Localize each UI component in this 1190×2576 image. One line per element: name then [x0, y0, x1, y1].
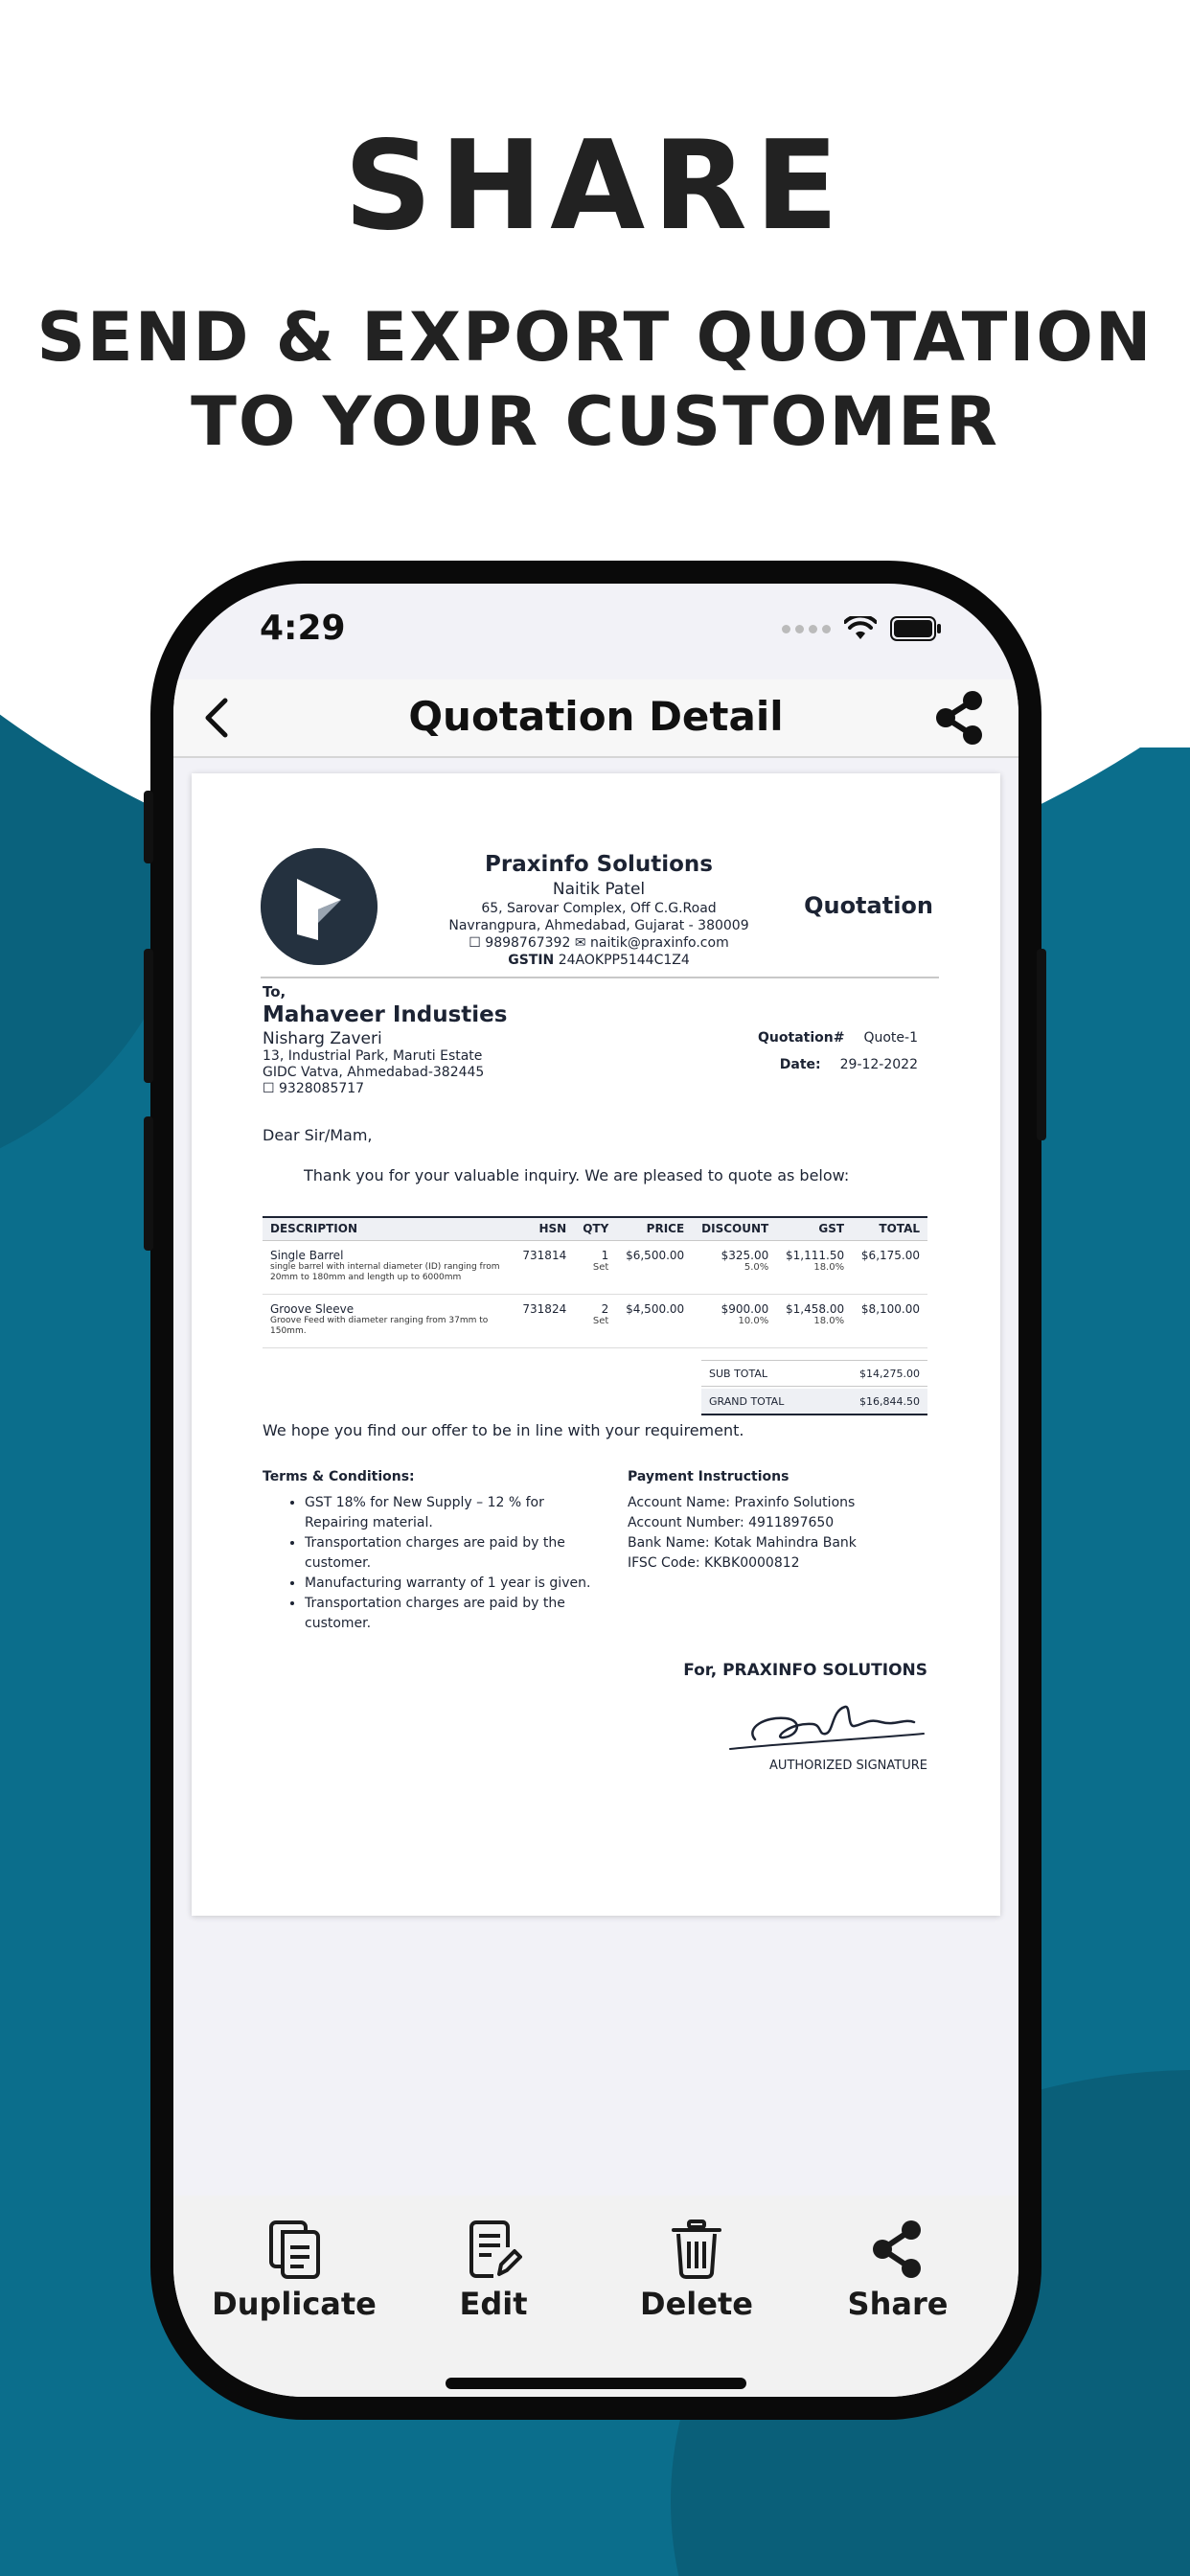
document-type: Quotation — [804, 892, 933, 919]
quotation-number-label: Quotation# — [758, 1030, 845, 1046]
delete-button[interactable] — [601, 2219, 792, 2322]
quotation-document — [192, 773, 1000, 1916]
item-discount-pct: 10.0% — [738, 1315, 769, 1326]
table-row — [263, 1240, 927, 1294]
item-discount-value: $325.00 — [721, 1248, 769, 1262]
item-gst-pct: 18.0% — [813, 1261, 845, 1273]
item-qty-value: 2 — [601, 1301, 609, 1316]
greeting: Dear Sir/Mam, — [263, 1126, 373, 1144]
company-email: naitik@praxinfo.com — [590, 935, 729, 951]
sub-total-row — [701, 1360, 927, 1387]
duplicate-button[interactable] — [198, 2219, 390, 2322]
item-gst-value: $1,458.00 — [786, 1301, 845, 1316]
item-price: $6,500.00 — [616, 1240, 692, 1294]
signature-label: AUTHORIZED SIGNATURE — [769, 1759, 927, 1773]
item-unit: Set — [592, 1315, 609, 1326]
col-gst: GST — [776, 1217, 852, 1240]
item-qty — [574, 1240, 616, 1294]
home-indicator[interactable] — [446, 2378, 746, 2389]
customer-phone: 9328085717 — [279, 1081, 365, 1096]
quotation-date: 29-12-2022 — [839, 1057, 918, 1072]
signature-for: For, PRAXINFO SOLUTIONS — [683, 1661, 927, 1680]
signal-icon — [782, 625, 831, 633]
share-label: Share — [847, 2286, 949, 2322]
closing-text: We hope you find our offer to be in line with your requirement. — [263, 1421, 744, 1439]
col-price: PRICE — [616, 1217, 692, 1240]
battery-icon — [890, 616, 942, 641]
item-price: $4,500.00 — [616, 1294, 692, 1347]
status-bar — [173, 584, 1018, 670]
item-discount — [692, 1240, 776, 1294]
grand-total-label: GRAND TOTAL — [709, 1394, 785, 1408]
customer-phone-row — [263, 1081, 507, 1097]
company-owner: Naitik Patel — [552, 880, 646, 899]
col-qty: QTY — [574, 1217, 616, 1240]
item-gst-value: $1,111.50 — [786, 1248, 845, 1262]
edit-button[interactable] — [398, 2219, 589, 2322]
item-qty-value: 1 — [601, 1248, 609, 1262]
duplicate-icon — [265, 2219, 323, 2280]
gstin-value: 24AOKPP5144C1Z4 — [558, 953, 690, 968]
item-total: $6,175.00 — [852, 1240, 927, 1294]
items-table — [263, 1216, 927, 1348]
quotation-date-row — [758, 1051, 918, 1078]
duplicate-label: Duplicate — [212, 2286, 377, 2322]
col-total: TOTAL — [852, 1217, 927, 1240]
company-contact — [412, 934, 786, 952]
item-discount-value: $900.00 — [721, 1301, 769, 1316]
company-gstin — [412, 952, 786, 969]
customer-name: Mahaveer Industies — [263, 1002, 508, 1027]
payment-bank-name: Bank Name: Kotak Mahindra Bank — [628, 1535, 857, 1551]
col-hsn: HSN — [514, 1217, 574, 1240]
email-icon: ✉ — [574, 935, 586, 951]
item-detail: Groove Feed with diameter ranging from 37mm to 150mm. — [270, 1315, 489, 1336]
item-gst — [776, 1294, 852, 1347]
item-gst — [776, 1240, 852, 1294]
sub-total-label: SUB TOTAL — [709, 1367, 767, 1380]
list-item: • Transportation charges are paid by the customer. — [305, 1594, 607, 1634]
share-icon[interactable] — [932, 689, 986, 747]
terms-section — [263, 1467, 607, 1634]
customer-info — [263, 984, 507, 1097]
payment-section — [628, 1467, 934, 1574]
quotation-meta — [758, 1024, 918, 1078]
marketing-subtitle — [0, 295, 1190, 464]
list-item: • GST 18% for New Supply – 12 % for Repairing material. — [305, 1493, 607, 1533]
phone-volume-up — [144, 949, 153, 1083]
signature-image — [726, 1690, 927, 1757]
terms-heading: Terms & Conditions: — [263, 1469, 415, 1484]
customer-address-2: GIDC Vatva, Ahmedabad-382445 — [263, 1065, 485, 1080]
item-total: $8,100.00 — [852, 1294, 927, 1347]
item-qty — [574, 1294, 616, 1347]
phone-mute-switch — [144, 791, 153, 863]
navigation-bar — [173, 679, 1018, 758]
quotation-number-row — [758, 1024, 918, 1051]
share-icon — [869, 2219, 927, 2280]
trash-icon — [668, 2219, 725, 2280]
customer-contact: Nisharg Zaveri — [263, 1029, 382, 1048]
grand-total-row — [701, 1389, 927, 1415]
company-logo — [261, 848, 378, 965]
share-button[interactable] — [802, 2219, 994, 2322]
quotation-date-label: Date: — [779, 1057, 821, 1072]
sub-total-value: $14,275.00 — [859, 1367, 920, 1380]
marketing-subtitle-line2: TO YOUR CUSTOMER — [191, 382, 999, 461]
wifi-icon — [844, 616, 877, 641]
item-name: Groove Sleeve — [270, 1301, 355, 1316]
marketing-title: SHARE — [343, 115, 847, 258]
phone-icon: ☐ — [263, 1081, 275, 1096]
item-discount — [692, 1294, 776, 1347]
terms-list — [305, 1493, 607, 1634]
page-title: Quotation Detail — [408, 693, 784, 740]
item-gst-pct: 18.0% — [813, 1315, 845, 1326]
table-header-row — [263, 1217, 927, 1240]
col-discount: DISCOUNT — [692, 1217, 776, 1240]
gstin-label: GSTIN — [508, 953, 555, 968]
bottom-toolbar — [173, 2196, 1018, 2397]
company-info — [412, 850, 786, 969]
list-item: • Manufacturing warranty of 1 year is given. — [305, 1574, 607, 1594]
edit-label: Edit — [459, 2286, 528, 2322]
phone-power-button — [1037, 949, 1046, 1140]
item-discount-pct: 5.0% — [744, 1261, 769, 1273]
phone-volume-down — [144, 1116, 153, 1251]
status-icons — [782, 616, 942, 641]
payment-ifsc: IFSC Code: KKBK0000812 — [628, 1555, 800, 1571]
phone-icon: ☐ — [469, 935, 481, 951]
company-address-1: 65, Sarovar Complex, Off C.G.Road — [481, 901, 717, 916]
grand-total-value: $16,844.50 — [859, 1394, 920, 1408]
item-description — [263, 1294, 514, 1347]
item-name: Single Barrel — [270, 1248, 344, 1262]
item-hsn: 731824 — [514, 1294, 574, 1347]
payment-heading: Payment Instructions — [628, 1469, 790, 1484]
col-description: DESCRIPTION — [263, 1217, 514, 1240]
delete-label: Delete — [640, 2286, 753, 2322]
status-time: 4:29 — [260, 609, 346, 648]
table-row — [263, 1294, 927, 1347]
customer-address-1: 13, Industrial Park, Maruti Estate — [263, 1048, 483, 1064]
item-hsn: 731814 — [514, 1240, 574, 1294]
app-screen — [173, 584, 1018, 2397]
item-unit: Set — [592, 1261, 609, 1273]
intro-text: Thank you for your valuable inquiry. We are pleased to quote as below: — [304, 1166, 850, 1184]
header-divider — [261, 977, 939, 978]
to-label: To, — [263, 983, 286, 1000]
company-name: Praxinfo Solutions — [485, 852, 713, 877]
payment-account-name: Account Name: Praxinfo Solutions — [628, 1495, 856, 1510]
marketing-subtitle-line1: SEND & EXPORT QUOTATION — [36, 298, 1154, 377]
quotation-number: Quote-1 — [863, 1030, 918, 1046]
company-address-2: Navrangpura, Ahmedabad, Gujarat - 380009 — [448, 918, 749, 933]
item-description — [263, 1240, 514, 1294]
item-detail: single barrel with internal diameter (ID) ranging from 20mm to 180mm and length up to 6000mm — [270, 1261, 500, 1282]
edit-icon — [465, 2219, 522, 2280]
company-phone: 9898767392 — [485, 935, 571, 951]
list-item: • Transportation charges are paid by the customer. — [305, 1533, 607, 1574]
payment-account-number: Account Number: 4911897650 — [628, 1515, 835, 1530]
